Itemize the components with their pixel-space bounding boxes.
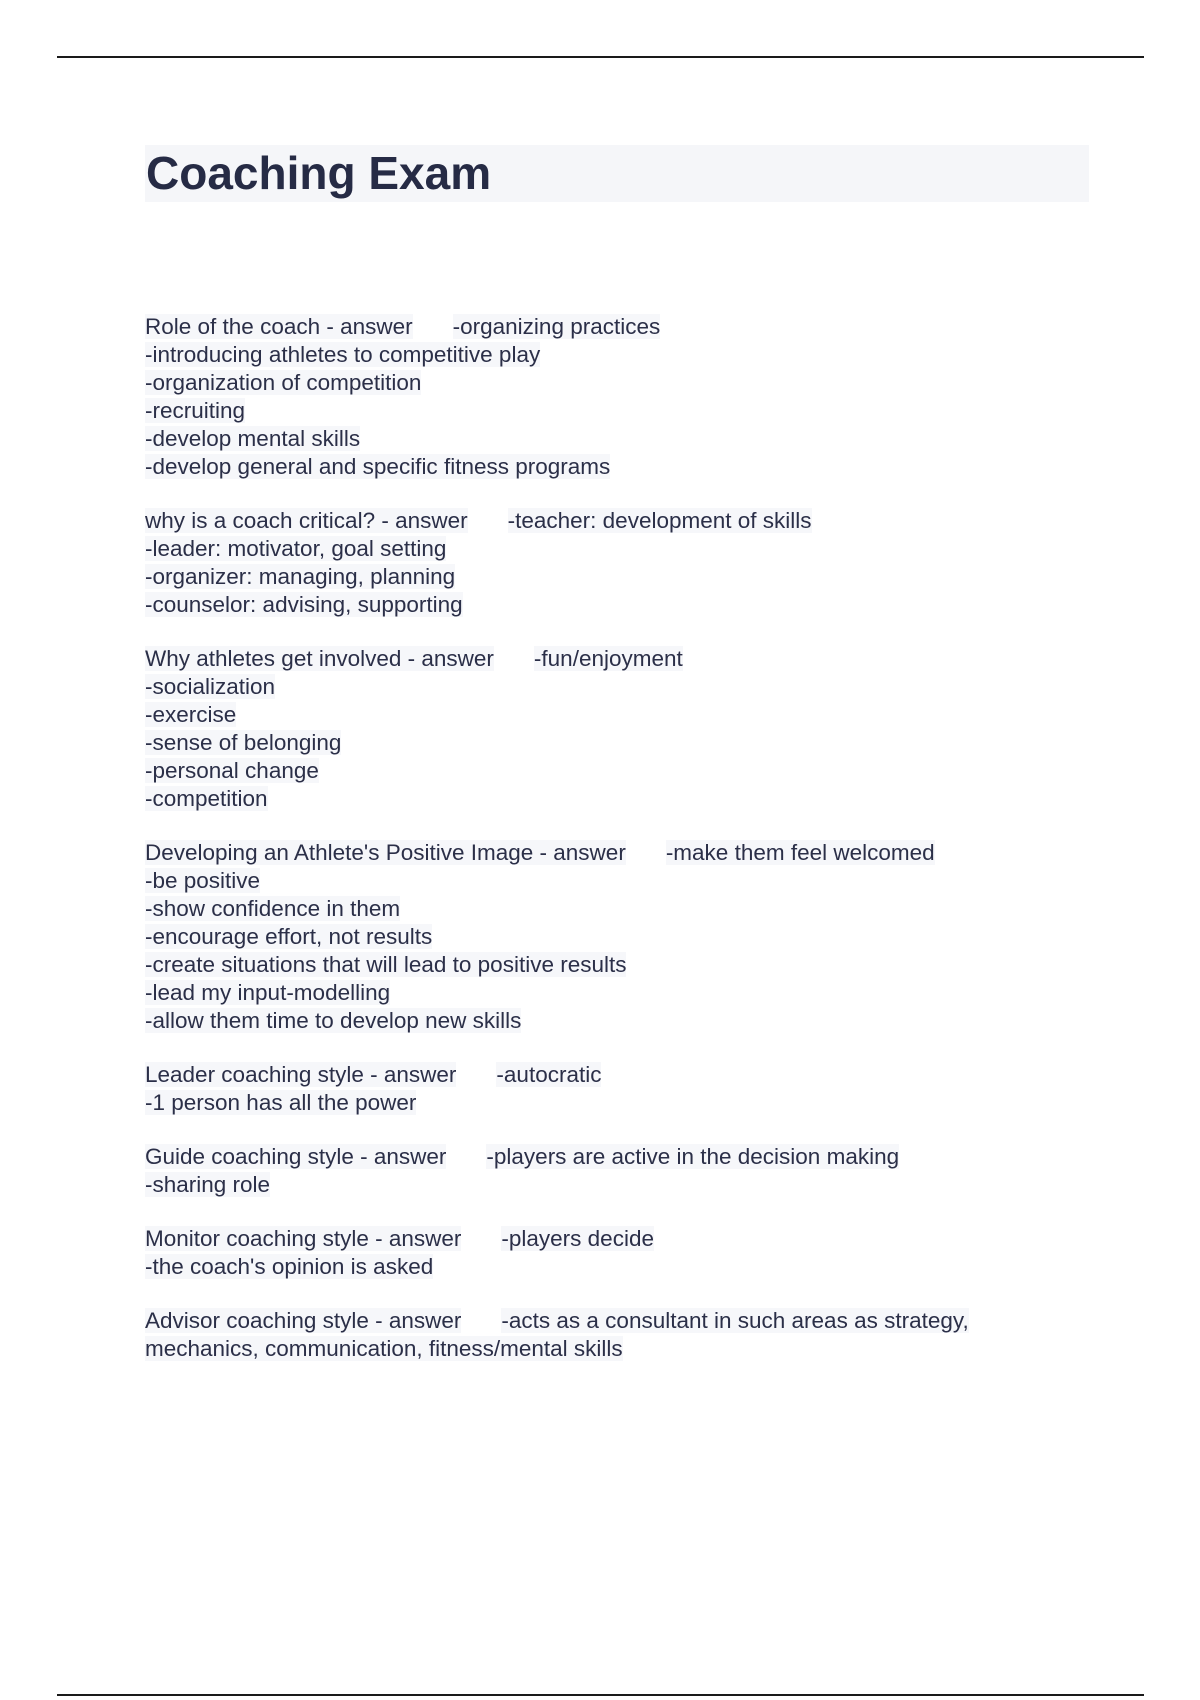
card-answer-line: -organizer: managing, planning [145,564,456,589]
card-answer-line: -players decide [501,1226,654,1251]
card-answer-line: -make them feel welcomed [665,840,935,865]
card-answer-line: -counselor: advising, supporting [145,592,463,617]
card-answer-line: -encourage effort, not results [145,924,433,949]
card-term: Guide coaching style - answer [145,1144,447,1169]
card-answer-line: -show confidence in them [145,896,401,921]
card-answer-line: -organizing practices [452,314,661,339]
card-answer-line: -introducing athletes to competitive play [145,342,541,367]
flashcard-list [145,313,1045,1389]
card-answer-line: -develop general and specific fitness programs [145,454,611,479]
card-answer-line: -lead my input-modelling [145,980,391,1005]
card-answer-line: -competition [145,786,268,811]
card-answer-line: -leader: motivator, goal setting [145,536,447,561]
page-title: Coaching Exam [146,147,492,199]
card-answer-line: -develop mental skills [145,426,361,451]
flashcard-why-athletes-involved [145,645,1045,813]
card-answer-line: -recruiting [145,398,246,423]
card-answer-line: -the coach's opinion is asked [145,1254,434,1279]
flashcard-positive-image [145,839,1045,1035]
top-rule [57,56,1144,58]
card-answer-line: -create situations that will lead to positive results [145,952,627,977]
card-answer-line: -be positive [145,868,261,893]
card-answer-line: -sharing role [145,1172,271,1197]
card-answer-line: -allow them time to develop new skills [145,1008,522,1033]
bottom-rule [57,1694,1144,1696]
flashcard-coach-critical [145,507,1045,619]
card-answer-line: -players are active in the decision making [486,1144,900,1169]
card-answer-line: -teacher: development of skills [507,508,812,533]
card-answer-line: -1 person has all the power [145,1090,417,1115]
card-answer-line: -acts as a consultant in such areas as strategy, [501,1308,969,1333]
card-term: Advisor coaching style - answer [145,1308,462,1333]
card-answer-line: -autocratic [496,1062,602,1087]
card-term: Role of the coach - answer [145,314,413,339]
flashcard-leader-style [145,1061,1045,1117]
card-answer-line: -fun/enjoyment [533,646,683,671]
card-term: Why athletes get involved - answer [145,646,494,671]
card-term: Monitor coaching style - answer [145,1226,462,1251]
card-answer-line: -personal change [145,758,319,783]
flashcard-monitor-style [145,1225,1045,1281]
card-term: Leader coaching style - answer [145,1062,457,1087]
flashcard-advisor-style [145,1307,1045,1363]
card-term: why is a coach critical? - answer [145,508,468,533]
card-answer-line: -exercise [145,702,237,727]
card-answer-line: mechanics, communication, fitness/mental skills [145,1336,623,1361]
flashcard-role-of-coach [145,313,1045,481]
card-answer-line: -socialization [145,674,276,699]
card-term: Developing an Athlete's Positive Image - answer [145,840,626,865]
card-answer-line: -organization of competition [145,370,422,395]
flashcard-guide-style [145,1143,1045,1199]
card-answer-line: -sense of belonging [145,730,342,755]
